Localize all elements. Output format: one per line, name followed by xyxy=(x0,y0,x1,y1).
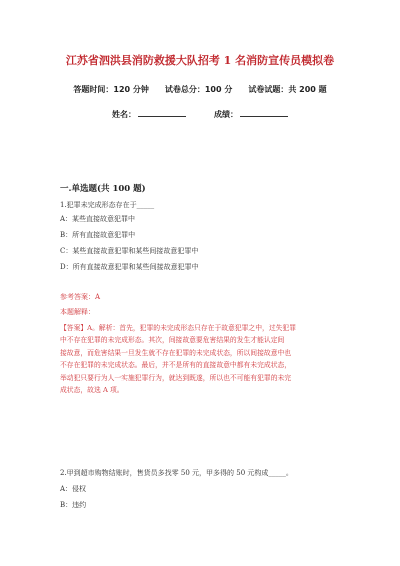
name-field xyxy=(112,108,186,120)
q1-explanation-heading: 本题解释： xyxy=(60,308,95,316)
name-label: 姓名： xyxy=(112,110,136,119)
score-field xyxy=(214,108,288,120)
explanation-line: 中不存在犯罪的未完成形态。其次，间接故意要危害结果的发生才能认定间 xyxy=(60,336,285,345)
q1-stem: 1.犯罪未完成形态存在于_____ xyxy=(60,201,155,209)
exam-title: 江苏省泗洪县消防救援大队招考 1 名消防宣传员模拟卷 xyxy=(65,54,335,67)
q1-option-b: B：所有直接故意犯罪中 xyxy=(60,231,136,239)
score-label: 成绩： xyxy=(214,110,238,119)
q1-option-c: C：某些直接故意犯罪和某些间接故意犯罪中 xyxy=(60,247,199,255)
q2-option-a: A：侵权 xyxy=(60,485,87,493)
explanation-line: 接故意，而危害结果一旦发生就不存在犯罪的未完成状态，所以间接故意中也 xyxy=(60,348,292,357)
q1-option-d: D：所有直接故意犯罪和某些间接故意犯罪中 xyxy=(60,263,199,271)
explanation-line: 成状态，故选 A 项。 xyxy=(60,386,124,395)
q1-explanation xyxy=(60,322,360,396)
q2-option-b: B：违约 xyxy=(60,501,87,509)
explanation-line: 不存在犯罪的未完成状态。最后，并不是所有的直接故意中都有未完成状态， xyxy=(60,361,292,370)
q1-option-a: A：某些直接故意犯罪中 xyxy=(60,215,136,223)
exam-time: 答题时间：120 分钟 xyxy=(73,85,149,94)
score-blank xyxy=(240,108,288,117)
question-count: 试卷试题：共 200 题 xyxy=(248,85,327,94)
sign-row xyxy=(0,108,400,120)
explanation-line: 【答案】A。解析：首先，犯罪的未完成形态只存在于故意犯罪之中，过失犯罪 xyxy=(60,324,297,332)
q1-reference-answer: 参考答案：A xyxy=(60,293,101,301)
explanation-line: 举动犯只要行为人一实施犯罪行为，就达到既遂，所以也不可能有犯罪的未完 xyxy=(60,373,292,382)
total-score: 试卷总分：100 分 xyxy=(164,85,233,94)
q2-stem: 2.甲到超市购物结账时，售货员多找零 50 元，甲多得的 50 元构成_____。 xyxy=(60,469,293,477)
exam-meta-row xyxy=(0,84,400,95)
section-heading: 一.单选题(共 100 题) xyxy=(60,184,146,194)
name-blank xyxy=(138,108,186,117)
